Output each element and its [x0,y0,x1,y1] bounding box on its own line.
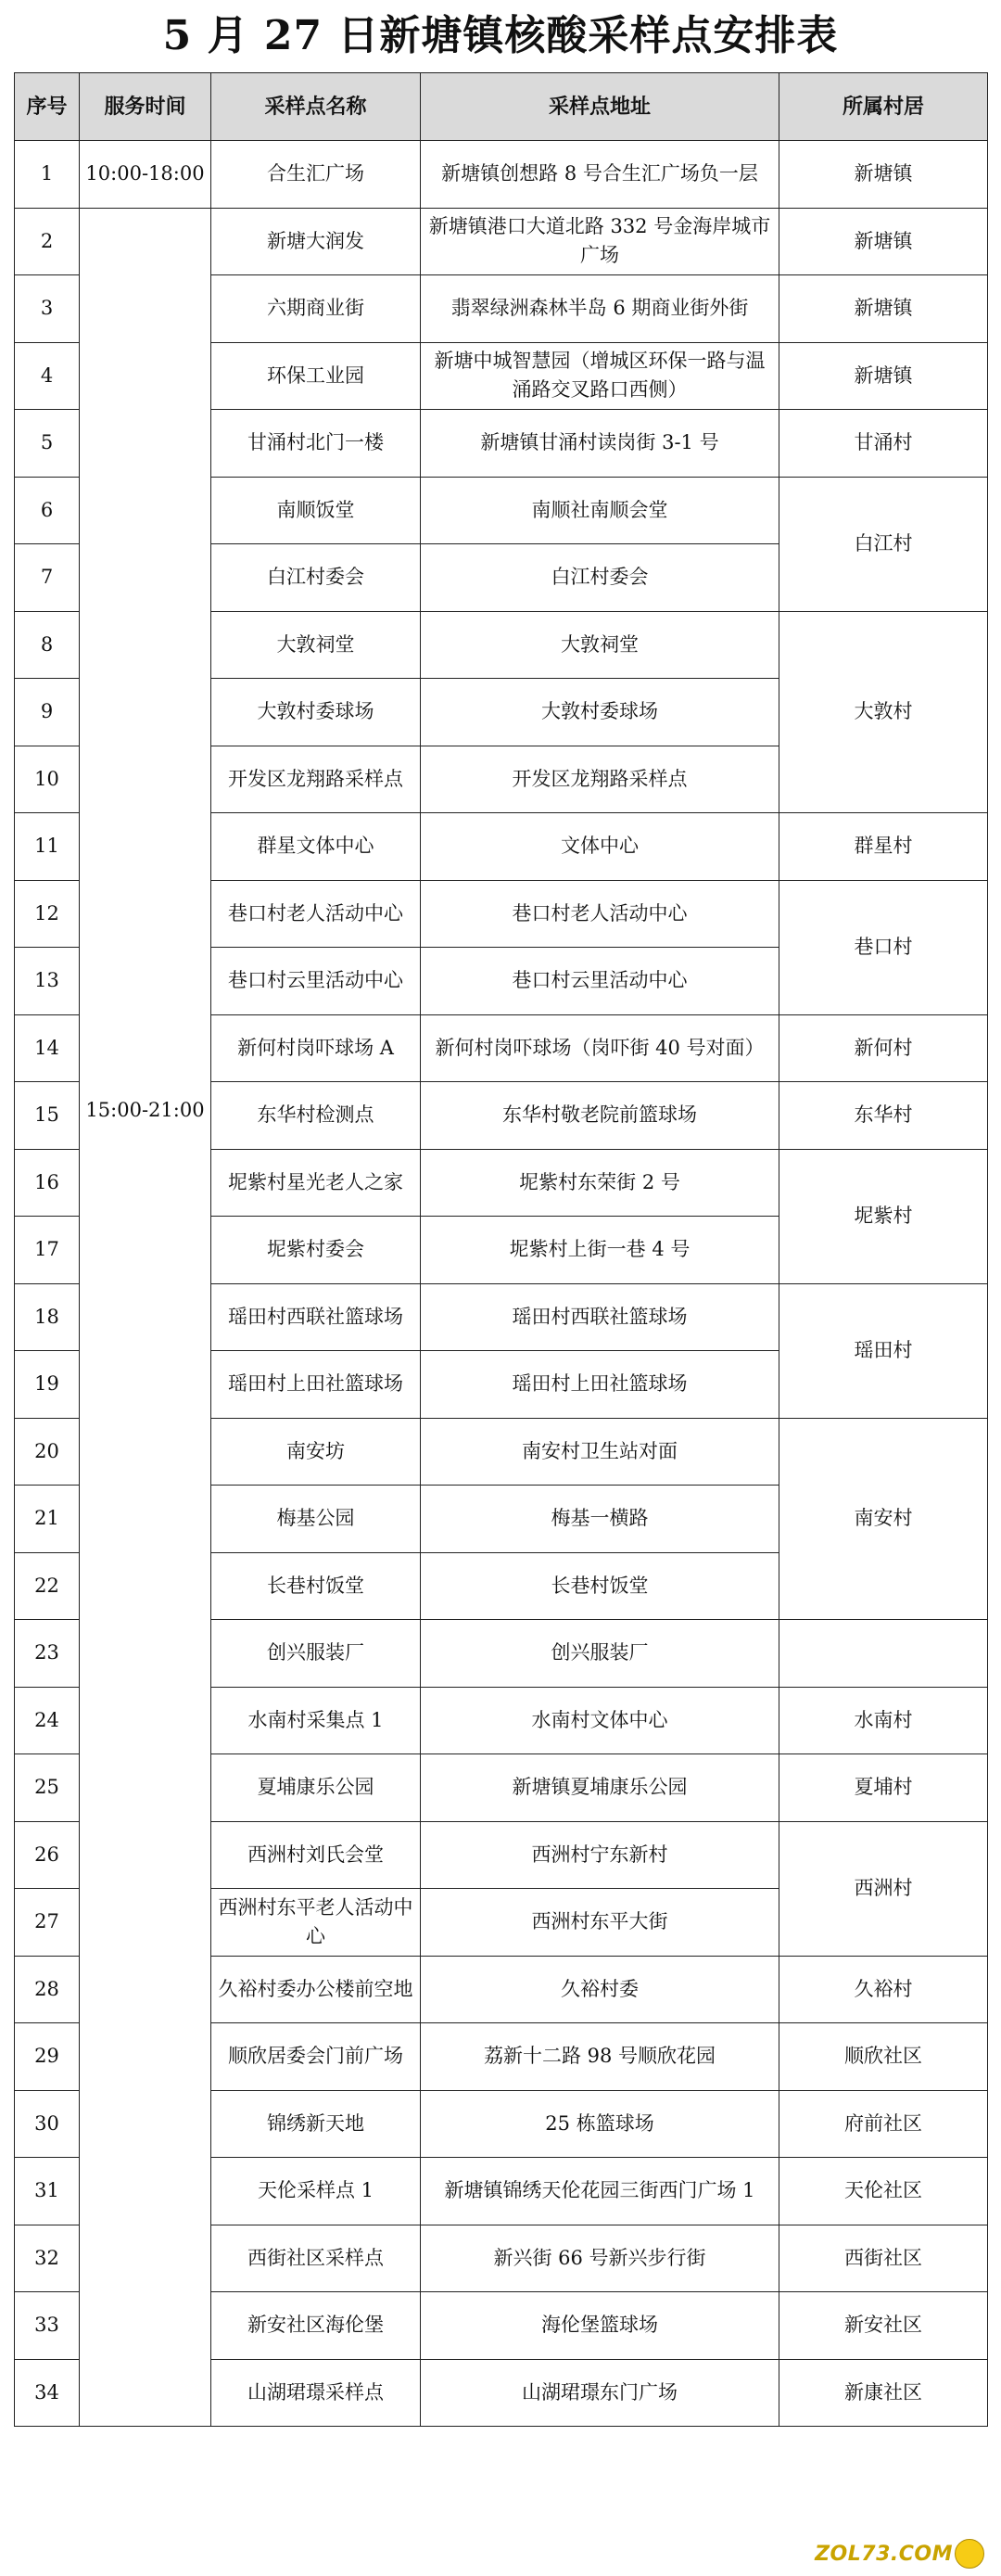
watermark [815,2535,984,2572]
cell-village: 新安社区 [779,2292,988,2360]
cell-site-name: 西洲村刘氏会堂 [211,1821,421,1889]
cell-village: 新何村 [779,1014,988,1082]
cell-village: 白江村 [779,477,988,611]
cell-serial: 2 [15,208,80,275]
cell-serial: 34 [15,2359,80,2427]
table-row [15,141,988,209]
table-header-row [15,73,988,141]
cell-serial: 31 [15,2158,80,2225]
cell-site-address: 坭紫村东荣街 2 号 [421,1149,779,1217]
cell-serial: 26 [15,1821,80,1889]
cell-village: 顺欣社区 [779,2023,988,2091]
cell-village: 甘涌村 [779,410,988,478]
cell-site-name: 东华村检测点 [211,1082,421,1150]
cell-site-name: 新何村岗吓球场 A [211,1014,421,1082]
cell-site-name: 新塘大润发 [211,208,421,275]
cell-site-name: 长巷村饭堂 [211,1552,421,1620]
cell-site-address: 长巷村饭堂 [421,1552,779,1620]
page-title: 5 月 27 日新塘镇核酸采样点安排表 [162,12,839,59]
cell-site-address: 西洲村东平大街 [421,1889,779,1957]
cell-serial: 23 [15,1620,80,1688]
cell-site-address: 新塘镇港口大道北路 332 号金海岸城市广场 [421,208,779,275]
cell-serial: 33 [15,2292,80,2360]
cell-serial: 28 [15,1956,80,2023]
schedule-body [15,141,988,2427]
cell-serial: 19 [15,1351,80,1419]
cell-site-name: 群星文体中心 [211,813,421,881]
cell-site-address: 南顺社南顺会堂 [421,477,779,544]
cell-village: 夏埔村 [779,1754,988,1822]
cell-site-name: 巷口村云里活动中心 [211,948,421,1015]
header-service-time: 服务时间 [80,73,211,141]
cell-site-address: 新塘镇创想路 8 号合生汇广场负一层 [421,141,779,209]
header-village: 所属村居 [779,73,988,141]
cell-serial: 21 [15,1486,80,1553]
cell-site-address: 水南村文体中心 [421,1687,779,1754]
cell-serial: 17 [15,1217,80,1284]
cell-site-name: 合生汇广场 [211,141,421,209]
cell-serial: 24 [15,1687,80,1754]
cell-serial: 1 [15,141,80,209]
cell-site-address: 新兴街 66 号新兴步行街 [421,2225,779,2292]
cell-site-name: 梅基公园 [211,1486,421,1553]
cell-serial: 29 [15,2023,80,2091]
cell-site-name: 锦绣新天地 [211,2090,421,2158]
cell-site-name: 大敦祠堂 [211,611,421,679]
cell-site-address: 坭紫村上街一巷 4 号 [421,1217,779,1284]
cell-village: 久裕村 [779,1956,988,2023]
cell-site-name: 大敦村委球场 [211,679,421,746]
cell-site-address: 开发区龙翔路采样点 [421,746,779,813]
cell-site-name: 南安坊 [211,1418,421,1486]
cell-site-name: 顺欣居委会门前广场 [211,2023,421,2091]
cell-site-address: 瑶田村西联社篮球场 [421,1283,779,1351]
cell-village: 新塘镇 [779,208,988,275]
cell-village: 府前社区 [779,2090,988,2158]
cell-village: 西洲村 [779,1821,988,1956]
cell-village: 新塘镇 [779,141,988,209]
cell-site-address: 久裕村委 [421,1956,779,2023]
header-site-name: 采样点名称 [211,73,421,141]
cell-village: 坭紫村 [779,1149,988,1283]
cell-site-name: 甘涌村北门一楼 [211,410,421,478]
cell-site-name: 山湖珺璟采样点 [211,2359,421,2427]
cell-site-address: 新何村岗吓球场（岗吓街 40 号对面） [421,1014,779,1082]
cell-site-address: 巷口村老人活动中心 [421,880,779,948]
cell-serial: 18 [15,1283,80,1351]
cell-village: 南安村 [779,1418,988,1620]
cell-serial: 25 [15,1754,80,1822]
cell-site-name: 坭紫村星光老人之家 [211,1149,421,1217]
cell-serial: 15 [15,1082,80,1150]
cell-village: 大敦村 [779,611,988,813]
cell-site-name: 水南村采集点 1 [211,1687,421,1754]
cell-site-name: 巷口村老人活动中心 [211,880,421,948]
cell-site-name: 开发区龙翔路采样点 [211,746,421,813]
cell-serial: 10 [15,746,80,813]
cell-site-address: 海伦堡篮球场 [421,2292,779,2360]
cell-site-name: 西洲村东平老人活动中心 [211,1889,421,1957]
cell-village: 东华村 [779,1082,988,1150]
cell-site-name: 六期商业街 [211,275,421,343]
header-serial: 序号 [15,73,80,141]
cell-site-address: 东华村敬老院前篮球场 [421,1082,779,1150]
cell-village: 巷口村 [779,880,988,1014]
cell-service-time: 10:00-18:00 [80,141,211,209]
cell-site-address: 文体中心 [421,813,779,881]
cell-village [779,1620,988,1688]
header-site-address: 采样点地址 [421,73,779,141]
cell-serial: 11 [15,813,80,881]
cell-serial: 7 [15,544,80,612]
cell-site-address: 25 栋篮球场 [421,2090,779,2158]
cell-site-name: 西街社区采样点 [211,2225,421,2292]
cell-site-address: 荔新十二路 98 号顺欣花园 [421,2023,779,2091]
cell-site-address: 山湖珺璟东门广场 [421,2359,779,2427]
cell-site-address: 白江村委会 [421,544,779,612]
watermark-text: ZOL73.COM [815,2542,953,2566]
cell-serial: 13 [15,948,80,1015]
cell-site-name: 创兴服装厂 [211,1620,421,1688]
cell-village: 瑶田村 [779,1283,988,1418]
cell-site-address: 南安村卫生站对面 [421,1418,779,1486]
cell-village: 新塘镇 [779,342,988,410]
cell-village: 新康社区 [779,2359,988,2427]
cell-site-address: 新塘镇锦绣天伦花园三街西门广场 1 [421,2158,779,2225]
cell-village: 西街社区 [779,2225,988,2292]
cell-serial: 5 [15,410,80,478]
cell-site-name: 环保工业园 [211,342,421,410]
cell-serial: 32 [15,2225,80,2292]
cell-site-name: 夏埔康乐公园 [211,1754,421,1822]
cell-site-name: 瑶田村西联社篮球场 [211,1283,421,1351]
cell-serial: 30 [15,2090,80,2158]
table-row [15,208,988,275]
smiley-icon [955,2539,984,2569]
cell-village: 水南村 [779,1687,988,1754]
cell-site-name: 天伦采样点 1 [211,2158,421,2225]
cell-site-name: 新安社区海伦堡 [211,2292,421,2360]
cell-village: 群星村 [779,813,988,881]
cell-site-address: 新塘镇甘涌村读岗街 3-1 号 [421,410,779,478]
cell-site-address: 新塘镇夏埔康乐公园 [421,1754,779,1822]
schedule-table [14,72,988,2427]
cell-serial: 8 [15,611,80,679]
cell-site-name: 久裕村委办公楼前空地 [211,1956,421,2023]
cell-village: 天伦社区 [779,2158,988,2225]
cell-serial: 14 [15,1014,80,1082]
cell-site-address: 新塘中城智慧园（增城区环保一路与温涌路交叉路口西侧） [421,342,779,410]
cell-site-address: 西洲村宁东新村 [421,1821,779,1889]
cell-site-name: 南顺饭堂 [211,477,421,544]
cell-serial: 4 [15,342,80,410]
cell-service-time: 15:00-21:00 [80,208,211,2427]
cell-serial: 16 [15,1149,80,1217]
cell-serial: 6 [15,477,80,544]
cell-site-address: 巷口村云里活动中心 [421,948,779,1015]
cell-serial: 9 [15,679,80,746]
cell-site-address: 创兴服装厂 [421,1620,779,1688]
cell-serial: 20 [15,1418,80,1486]
cell-site-name: 瑶田村上田社篮球场 [211,1351,421,1419]
cell-serial: 27 [15,1889,80,1957]
cell-site-name: 白江村委会 [211,544,421,612]
cell-village: 新塘镇 [779,275,988,343]
cell-site-address: 瑶田村上田社篮球场 [421,1351,779,1419]
cell-serial: 3 [15,275,80,343]
cell-site-address: 梅基一横路 [421,1486,779,1553]
cell-site-name: 坭紫村委会 [211,1217,421,1284]
cell-site-address: 大敦祠堂 [421,611,779,679]
cell-serial: 12 [15,880,80,948]
cell-site-address: 大敦村委球场 [421,679,779,746]
cell-serial: 22 [15,1552,80,1620]
cell-site-address: 翡翠绿洲森林半岛 6 期商业街外街 [421,275,779,343]
